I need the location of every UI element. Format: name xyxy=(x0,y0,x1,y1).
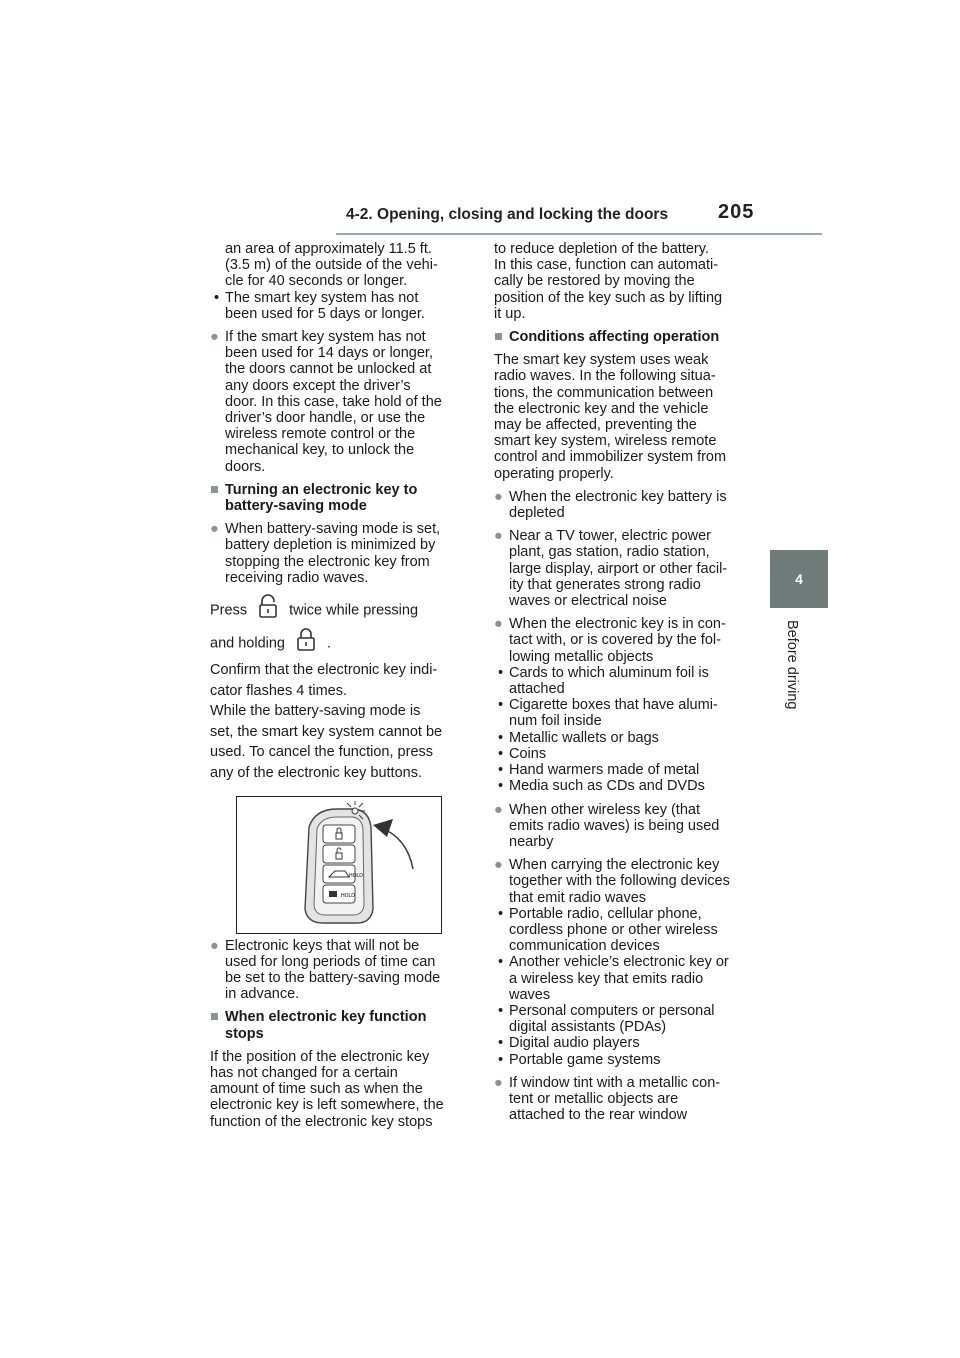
text-line: the electronic key and the vehicle xyxy=(494,400,709,417)
text-line: together with the following devices xyxy=(509,873,730,890)
dash-marker: • xyxy=(498,1035,504,1052)
text-line: If the position of the electronic key xyxy=(210,1048,430,1065)
text-line: a wireless key that emits radio xyxy=(509,970,704,987)
text-line: When battery-saving mode is set, xyxy=(225,521,441,538)
text-line: (3.5 m) of the outside of the vehi- xyxy=(225,257,438,274)
text-line: If window tint with a metallic con- xyxy=(509,1074,721,1091)
text-line: doors. xyxy=(225,458,266,475)
text-line: mechanical key, to unlock the xyxy=(225,442,415,459)
text-line: wireless remote control or the xyxy=(225,426,416,443)
bullet-item xyxy=(210,521,470,586)
text-line: tent or metallic objects are xyxy=(509,1090,679,1107)
paragraph xyxy=(494,352,756,482)
dash-item xyxy=(494,778,756,794)
continued-text xyxy=(210,241,470,290)
paragraph xyxy=(210,1049,470,1130)
text-line: an area of approximately 11.5 ft. xyxy=(225,241,432,257)
dash-item xyxy=(494,906,756,955)
section-heading xyxy=(210,1009,470,1041)
text-line: num foil inside xyxy=(509,713,602,730)
arrow-head xyxy=(373,819,393,837)
heading-marker: ■ xyxy=(210,1009,219,1026)
text-line: electronic key is left somewhere, the xyxy=(210,1097,444,1114)
header-divider xyxy=(336,233,822,235)
text-line: Digital audio players xyxy=(509,1035,640,1052)
text-line: tact with, or is covered by the fol- xyxy=(509,632,721,649)
chapter-section-title: 4-2. Opening, closing and locking the doors xyxy=(346,206,669,223)
dash-item xyxy=(494,665,756,697)
bullet-item xyxy=(494,528,756,609)
text-line: been used for 5 days or longer. xyxy=(225,305,425,322)
lock-icon xyxy=(295,627,317,660)
instruction-line xyxy=(210,594,470,627)
text-line: position of the key such as by lifting xyxy=(494,289,723,306)
text-line: used. To cancel the function, press xyxy=(210,744,434,761)
continued-text xyxy=(494,241,756,322)
text-line: When carrying the electronic key xyxy=(509,857,720,874)
dash-item xyxy=(210,290,470,322)
dash-marker: • xyxy=(498,664,504,681)
text-line: Near a TV tower, electric power xyxy=(509,528,712,545)
text-line: receiving radio waves. xyxy=(225,569,369,586)
text-line: waves or electrical noise xyxy=(509,593,667,610)
heading-marker: ■ xyxy=(210,481,219,498)
dash-item xyxy=(494,746,756,762)
instruction-line xyxy=(210,627,470,660)
text-line: If the smart key system has not xyxy=(225,329,426,346)
text-line: cle for 40 seconds or longer. xyxy=(225,273,408,290)
chapter-number: 4 xyxy=(795,571,803,587)
text-line: communication devices xyxy=(509,938,660,955)
dash-marker: • xyxy=(498,1002,504,1019)
text-line: Turning an electronic key to xyxy=(225,481,418,498)
text-line: Hand warmers made of metal xyxy=(509,762,700,779)
text-line: The smart key system has not xyxy=(225,289,419,306)
text-line: attached xyxy=(509,681,565,698)
text-line: The smart key system uses weak xyxy=(494,352,709,369)
dash-item xyxy=(494,1035,756,1051)
dash-item xyxy=(494,762,756,778)
text-line: been used for 14 days or longer, xyxy=(225,345,433,362)
text-fragment: Press xyxy=(210,602,248,619)
text-line: In this case, function can automati- xyxy=(494,257,719,274)
text-line: Electronic keys that will not be xyxy=(225,937,420,954)
text-line: control and immobilizer system from xyxy=(494,449,727,466)
text-line: to reduce depletion of the battery. xyxy=(494,241,709,257)
bullet-item xyxy=(494,489,756,521)
text-line: emits radio waves) is being used xyxy=(509,817,720,834)
bullet-marker: ● xyxy=(210,329,219,346)
text-line: ity that generates strong radio xyxy=(509,576,701,593)
dash-marker: • xyxy=(498,905,504,922)
bullet-item xyxy=(494,1075,756,1124)
bullet-item xyxy=(494,616,756,665)
text-line: When other wireless key (that xyxy=(509,801,700,818)
text-line: driver’s door handle, or use the xyxy=(225,410,426,427)
text-line: Confirm that the electronic key indi- xyxy=(210,662,438,679)
text-line: attached to the rear window xyxy=(509,1107,688,1124)
text-line: set, the smart key system cannot be xyxy=(210,723,443,740)
electronic-key-figure xyxy=(236,796,442,934)
dash-marker: • xyxy=(498,729,504,746)
bullet-marker: ● xyxy=(494,616,503,633)
section-heading xyxy=(494,329,756,345)
text-line: function of the electronic key stops xyxy=(210,1113,433,1130)
text-line: has not changed for a certain xyxy=(210,1065,398,1082)
text-line: any doors except the driver’s xyxy=(225,377,411,394)
chapter-tab-label: Before driving xyxy=(784,620,800,710)
paragraph xyxy=(210,660,470,784)
bullet-marker: ● xyxy=(494,488,503,505)
text-line: Conditions affecting operation xyxy=(509,329,720,346)
text-line: that emit radio waves xyxy=(509,889,647,906)
section-heading xyxy=(210,482,470,514)
left-column xyxy=(210,241,470,1130)
unlock-icon xyxy=(257,594,279,627)
text-line: be set to the battery-saving mode xyxy=(225,970,441,987)
text-line: Cigarette boxes that have alumi- xyxy=(509,697,718,714)
text-line: cator flashes 4 times. xyxy=(210,682,347,699)
text-fragment: twice while pressing xyxy=(289,602,419,619)
hold-label: HOLD xyxy=(341,892,355,899)
text-fragment: and holding xyxy=(210,635,285,652)
right-column xyxy=(494,241,756,1123)
bullet-marker: ● xyxy=(210,521,219,538)
dash-item xyxy=(494,730,756,746)
text-line: amount of time such as when the xyxy=(210,1081,423,1098)
dash-item xyxy=(494,1003,756,1035)
text-line: When the electronic key is in con- xyxy=(509,616,726,633)
text-line: stops xyxy=(225,1025,264,1042)
text-line: digital assistants (PDAs) xyxy=(509,1019,667,1036)
text-line: tions, the communication between xyxy=(494,384,714,401)
page-number: 205 xyxy=(718,201,755,223)
dash-marker: • xyxy=(498,778,504,795)
text-line: cally be restored by moving the xyxy=(494,273,695,290)
bullet-marker: ● xyxy=(210,937,219,954)
text-line: any of the electronic key buttons. xyxy=(210,765,422,782)
electronic-key-illustration xyxy=(237,797,441,933)
text-line: When the electronic key battery is xyxy=(509,488,727,505)
text-line: smart key system, wireless remote xyxy=(494,433,717,450)
text-line: battery depletion is minimized by xyxy=(225,537,436,554)
text-line: While the battery-saving mode is xyxy=(210,703,421,720)
text-line: Personal computers or personal xyxy=(509,1002,715,1019)
text-line: it up. xyxy=(494,305,526,322)
text-line: lowing metallic objects xyxy=(509,648,654,665)
bullet-marker: ● xyxy=(494,857,503,874)
text-line: Metallic wallets or bags xyxy=(509,729,659,746)
bullet-marker: ● xyxy=(494,528,503,545)
text-line: the doors cannot be unlocked at xyxy=(225,361,432,378)
text-line: large display, airport or other facil- xyxy=(509,560,728,577)
bullet-item xyxy=(210,329,470,475)
heading-marker: ■ xyxy=(494,329,503,346)
text-line: When electronic key function xyxy=(225,1009,427,1026)
text-line: Cards to which aluminum foil is xyxy=(509,664,709,681)
chapter-tab xyxy=(770,550,828,608)
text-fragment: . xyxy=(327,635,332,652)
dash-marker: • xyxy=(498,1051,504,1068)
text-line: Portable game systems xyxy=(509,1051,661,1068)
panic-icon xyxy=(329,891,337,897)
text-line: Portable radio, cellular phone, xyxy=(509,905,702,922)
text-line: nearby xyxy=(509,833,554,850)
text-line: door. In this case, take hold of the xyxy=(225,393,442,410)
dash-item xyxy=(494,954,756,1003)
dash-marker: • xyxy=(498,745,504,762)
text-line: waves xyxy=(509,986,551,1003)
hold-label: HOLD xyxy=(349,872,363,879)
text-line: stopping the electronic key from xyxy=(225,553,430,570)
dash-marker: • xyxy=(214,289,220,306)
dash-marker: • xyxy=(498,954,504,971)
bullet-marker: ● xyxy=(494,801,503,818)
dash-marker: • xyxy=(498,762,504,779)
text-line: in advance. xyxy=(225,986,300,1003)
text-line: may be affected, preventing the xyxy=(494,417,697,434)
text-line: radio waves. In the following situa- xyxy=(494,368,716,385)
text-line: Media such as CDs and DVDs xyxy=(509,778,705,795)
text-line: operating properly. xyxy=(494,465,614,482)
dash-item xyxy=(494,1052,756,1068)
bullet-item xyxy=(494,857,756,906)
bullet-item xyxy=(494,802,756,851)
dash-item xyxy=(494,697,756,729)
bullet-marker: ● xyxy=(494,1074,503,1091)
dash-marker: • xyxy=(498,697,504,714)
bullet-item xyxy=(210,938,470,1003)
text-line: depleted xyxy=(509,505,565,522)
text-line: plant, gas station, radio station, xyxy=(509,544,710,561)
text-line: cordless phone or other wireless xyxy=(509,921,718,938)
text-line: Coins xyxy=(509,745,547,762)
text-line: Another vehicle’s electronic key or xyxy=(509,954,729,971)
text-line: used for long periods of time can xyxy=(225,953,436,970)
text-line: battery-saving mode xyxy=(225,498,367,515)
